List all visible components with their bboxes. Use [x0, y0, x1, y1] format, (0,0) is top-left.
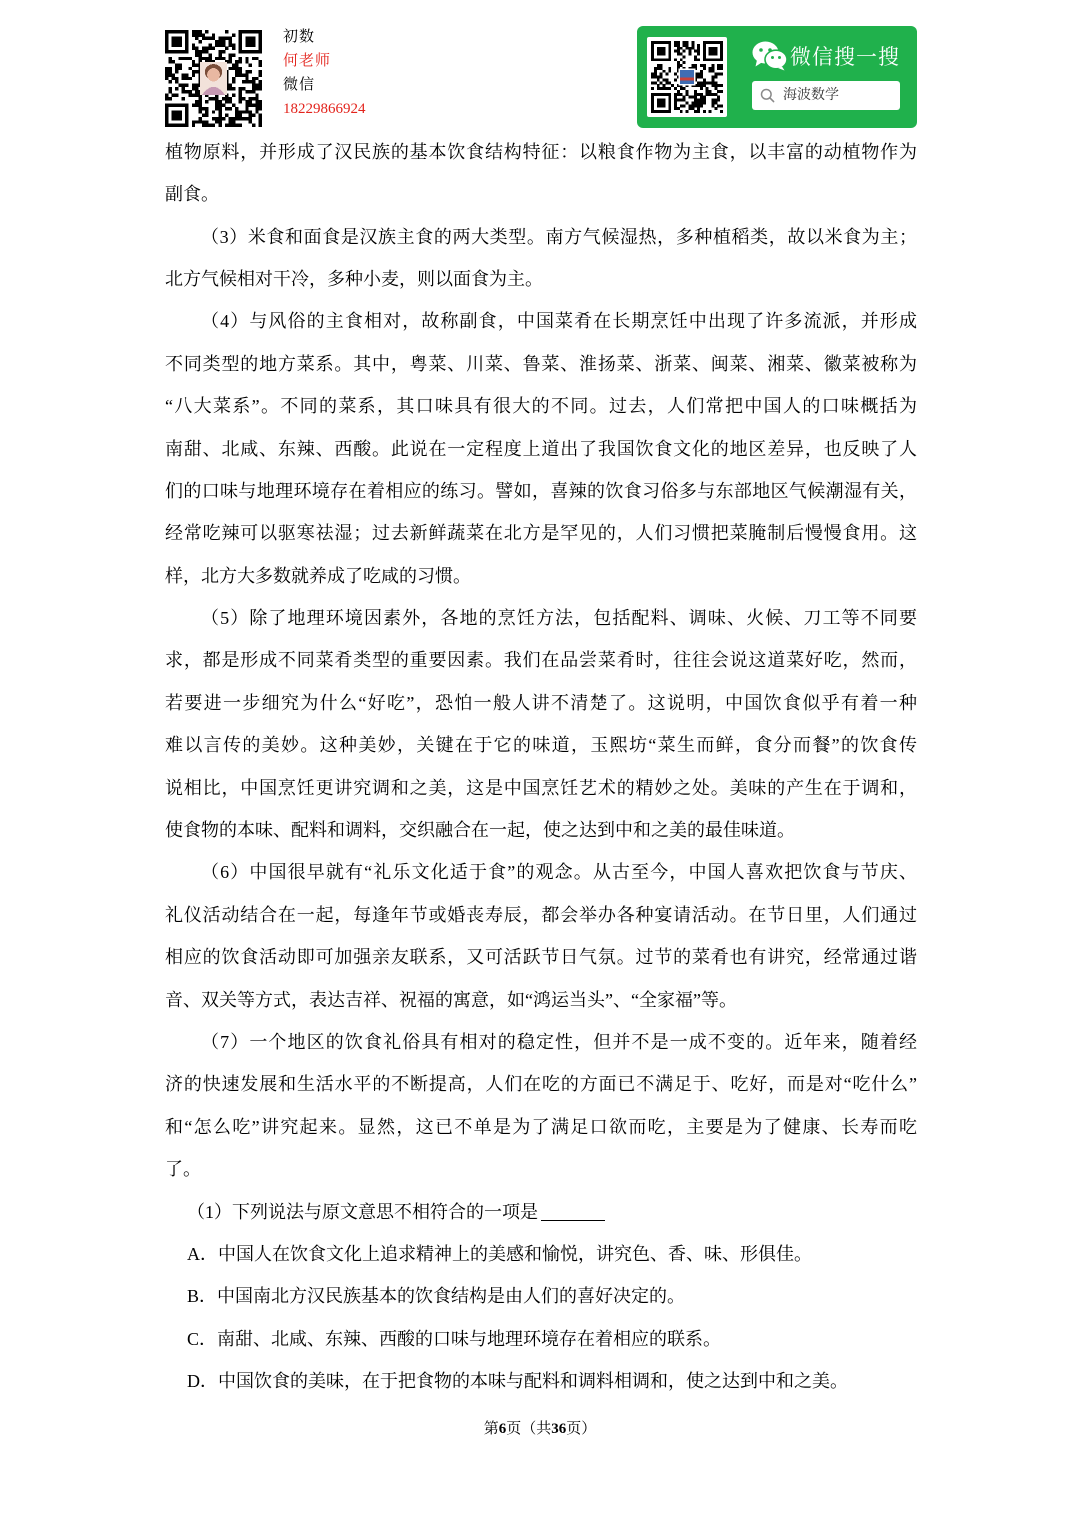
passage [165, 131, 917, 1403]
contact-subject: 初数 [283, 29, 316, 45]
question [165, 1191, 917, 1403]
wechat-icon [752, 41, 788, 71]
contact-teacher: 何老师 [283, 53, 332, 69]
question-stem: （1）下列说法与原文意思不相符合的一项是 [187, 1201, 538, 1222]
page-number: 6 [498, 1421, 507, 1437]
paragraph [165, 300, 917, 597]
contact-channel: 微信 [283, 77, 316, 93]
option-a [165, 1233, 917, 1275]
search-icon [760, 88, 775, 103]
passage-line: 样，北方大多数就养成了吃咸的习惯。 [165, 565, 471, 586]
contact-info [283, 25, 366, 121]
passage-line: （7）一个地区的饮食礼俗具有相对的稳定性，但并不是一成不变的。近年来，随着经 [201, 1032, 917, 1052]
qr-code-icon [165, 30, 262, 127]
paragraph [165, 851, 917, 1021]
passage-line: （6）中国很早就有“礼乐文化适于食”的观念。从古至今，中国人喜欢把饮食与节庆、 [201, 862, 917, 883]
passage-line: 们的口味与地理环境存在着相应的练习。譬如，喜辣的饮食习俗多与东部地区气候潮湿有关， [165, 480, 917, 501]
passage-line: 和“怎么吃”讲究起来。显然，这已不单是为了满足口欲而吃，主要是为了健康、长寿而吃 [165, 1116, 917, 1137]
option-label: D． [187, 1371, 218, 1392]
passage-line: 若要进一步细究为什么“好吃”，恐怕一般人讲不清楚了。这说明，中国饮食似乎有着一种 [165, 692, 917, 713]
passage-line: （3）米食和面食是汉族主食的两大类型。南方气候湿热，多种植稻类，故以米食为主； [201, 226, 917, 247]
search-box [752, 81, 900, 110]
wechat-search-title: 微信搜一搜 [790, 45, 900, 69]
answer-blank [541, 1220, 605, 1221]
paragraph [165, 216, 917, 301]
option-label: A． [187, 1243, 218, 1264]
page-middle: 页（共 [506, 1421, 552, 1437]
passage-line: 北方气候相对干冷，多种小麦，则以面食为主。 [165, 268, 543, 289]
passage-line: 植物原料，并形成了汉民族的基本饮食结构特征：以粮食作物为主食，以丰富的动植物作为 [165, 141, 917, 162]
passage-line: 音、双关等方式，表达吉祥、祝福的寓意，如“鸿运当头”、“全家福”等。 [165, 989, 737, 1010]
option-text: 南甜、北咸、东辣、西酸的口味与地理环境存在着相应的联系。 [217, 1328, 722, 1349]
paragraph [165, 131, 917, 216]
page-prefix: 第 [483, 1421, 499, 1437]
contact-phone: 18229866924 [283, 101, 366, 117]
option-d [165, 1360, 917, 1402]
option-label: B． [187, 1286, 218, 1307]
passage-line: 难以言传的美妙。这种美妙，关键在于它的味道，玉熙坊“菜生而鲜，食分而餐”的饮食传 [165, 735, 917, 756]
option-text: 中国南北方汉民族基本的饮食结构是由人们的喜好决定的。 [217, 1286, 686, 1307]
option-text: 中国饮食的美味，在于把食物的本味与配料和调料相调和，使之达到中和之美。 [218, 1371, 848, 1392]
paragraph [165, 1021, 917, 1191]
passage-line: 相应的饮食活动即可加强亲友联系，又可活跃节日气氛。过节的菜肴也有讲究，经常通过谐 [165, 947, 917, 968]
passage-line: 求，都是形成不同菜肴类型的重要因素。我们在品尝菜肴时，往往会说这道菜好吃，然而， [165, 650, 917, 671]
page-suffix: 页） [566, 1421, 597, 1437]
qr-center-logo [679, 69, 696, 86]
qr-code-icon [651, 41, 723, 113]
passage-line: 了。 [165, 1159, 201, 1180]
wechat-search-banner [637, 26, 917, 128]
passage-line: 副食。 [165, 184, 219, 205]
option-c [165, 1318, 917, 1360]
question-stem-line [165, 1191, 917, 1233]
qr-center-photo [200, 62, 227, 95]
paragraph [165, 597, 917, 851]
option-text: 中国人在饮食文化上追求精神上的美感和愉悦，讲究色、香、味、形俱佳。 [218, 1243, 812, 1264]
passage-line: 不同类型的地方菜系。其中，粤菜、川菜、鲁菜、淮扬菜、浙菜、闽菜、湘菜、徽菜被称为 [165, 353, 917, 374]
option-b [165, 1275, 917, 1317]
option-label: C． [187, 1328, 218, 1349]
passage-line: 礼仪活动结合在一起，每逢年节或婚丧寿辰，都会举办各种宴请活动。在节日里，人们通过 [165, 904, 917, 925]
total-pages: 36 [551, 1421, 567, 1437]
passage-line: 经常吃辣可以驱寒祛湿；过去新鲜蔬菜在北方是罕见的，人们习惯把菜腌制后慢慢食用。这 [165, 523, 917, 544]
passage-line: （5）除了地理环境因素外，各地的烹饪方法，包括配料、调味、火候、刀工等不同要 [201, 608, 917, 629]
banner-qr-code [647, 37, 727, 117]
page-footer [0, 1418, 1080, 1440]
passage-line: （4）与风俗的主食相对，故称副食，中国菜肴在长期烹饪中出现了许多流派，并形成 [201, 311, 917, 332]
search-query: 海波数学 [783, 87, 839, 103]
passage-line: 使食物的本味、配料和调料，交织融合在一起，使之达到中和之美的最佳味道。 [165, 820, 795, 841]
contact-qr-code [165, 30, 262, 127]
passage-line: 南甜、北咸、东辣、西酸。此说在一定程度上道出了我国饮食文化的地区差异，也反映了人 [165, 438, 917, 459]
passage-line: 济的快速发展和生活水平的不断提高，人们在吃的方面已不满足于、吃好，而是对“吃什么” [165, 1074, 917, 1095]
passage-line: 说相比，中国烹饪更讲究调和之美，这是中国烹饪艺术的精妙之处。美味的产生在于调和， [165, 777, 917, 798]
passage-line: “八大菜系”。不同的菜系，其口味具有很大的不同。过去，人们常把中国人的口味概括为 [165, 396, 917, 417]
